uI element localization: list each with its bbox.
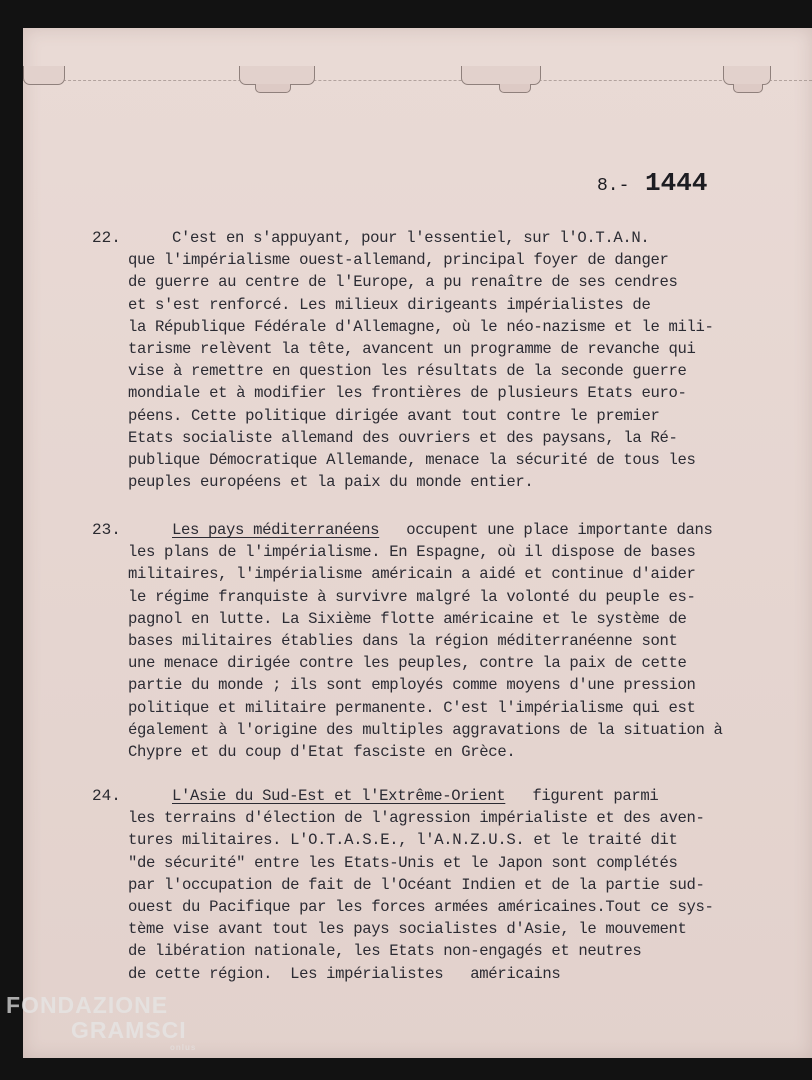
text-line: tures militaires. L'O.T.A.S.E., l'A.N.Z.U.S. et le traité dit (128, 831, 678, 850)
text-line: bases militaires établies dans la région méditerranéenne sont (128, 632, 678, 650)
text-line: publique Démocratique Allemande, menace la sécurité de tous les (128, 451, 696, 469)
text-line: partie du monde ; ils sont employés comme moyens d'une pression (128, 676, 696, 695)
archive-watermark (6, 992, 196, 1052)
text-line: de libération nationale, les Etats non-engagés et neutres (128, 942, 642, 961)
text-line: C'est en s'appuyant, pour l'essentiel, sur l'O.T.A.N. (172, 229, 650, 247)
section-heading: L'Asie du Sud-Est et l'Extrême-Orient (172, 787, 506, 805)
binder-tab (239, 66, 315, 85)
text-line: péens. Cette politique dirigée avant tout contre le premier (128, 406, 660, 425)
text-line: mondiale et à modifier les frontières de plusieurs Etats euro- (128, 384, 687, 403)
text-line: militaires, l'impérialisme américain a aidé et continue d'aider (128, 565, 696, 584)
page-number (597, 168, 707, 198)
binder-tab (461, 66, 541, 85)
text-line-rest: figurent parmi (532, 787, 659, 805)
paragraph-number: 22. (92, 229, 121, 247)
text-line: tarisme relèvent la tête, avancent un programme de revanche qui (128, 340, 696, 358)
page-number-prefix: 8.- (597, 176, 630, 196)
text-line (172, 787, 658, 805)
paragraph-number: 24. (92, 787, 121, 805)
page-number-main: 1444 (645, 168, 708, 198)
watermark-line-3: onlus (170, 1043, 197, 1052)
text-line: de cette région. Les impérialistes américains (128, 964, 561, 983)
text-line: le régime franquiste à survivre malgré la volonté du peuple es- (128, 587, 696, 606)
text-line: que l'impérialisme ouest-allemand, principal foyer de danger (128, 251, 669, 270)
text-line (172, 521, 712, 539)
text-line: les terrains d'élection de l'agression impérialiste et des aven- (128, 809, 705, 828)
text-line: peuples européens et la paix du monde entier. (128, 473, 534, 492)
text-line: pagnol en lutte. La Sixième flotte américaine et le système de (128, 609, 687, 628)
paragraph-number: 23. (92, 521, 121, 539)
binder-tab (23, 66, 65, 85)
text-line: et s'est renforcé. Les milieux dirigeants impérialistes de (128, 295, 651, 314)
text-line: également à l'origine des multiples aggravations de la situation à (128, 720, 723, 739)
binder-notch (499, 84, 531, 93)
text-line: les plans de l'impérialisme. En Espagne, où il dispose de bases (128, 543, 696, 562)
text-line: par l'occupation de fait de l'Océant Indien et de la partie sud- (128, 875, 705, 894)
text-line: vise à remettre en question les résultats de la seconde guerre (128, 362, 687, 381)
watermark-line-1: FONDAZIONE (6, 992, 169, 1018)
text-line: Chypre et du coup d'Etat fasciste en Grèce. (128, 743, 516, 761)
text-line: une menace dirigée contre les peuples, contre la paix de cette (128, 654, 687, 673)
text-line: tème vise avant tout les pays socialistes d'Asie, le mouvement (128, 920, 687, 939)
text-line: politique et militaire permanente. C'est l'impérialisme qui est (128, 698, 696, 717)
text-line: ouest du Pacifique par les forces armées américaines.Tout ce sys- (128, 898, 714, 916)
text-line: "de sécurité" entre les Etats-Unis et le Japon sont complétés (128, 853, 678, 872)
binder-notch (255, 84, 291, 93)
text-line: Etats socialiste allemand des ouvriers et des paysans, la Ré- (128, 428, 678, 447)
binder-strip (23, 80, 812, 82)
binder-tab (723, 66, 771, 85)
watermark-line-2: GRAMSCI (71, 1017, 187, 1043)
binder-notch (733, 84, 763, 93)
text-line: de guerre au centre de l'Europe, a pu renaître de ses cendres (128, 273, 678, 292)
section-heading: Les pays méditerranéens (172, 521, 380, 539)
text-line-rest: occupent une place importante dans (406, 521, 713, 539)
text-line: la République Fédérale d'Allemagne, où le néo-nazisme et le mili- (128, 317, 714, 336)
